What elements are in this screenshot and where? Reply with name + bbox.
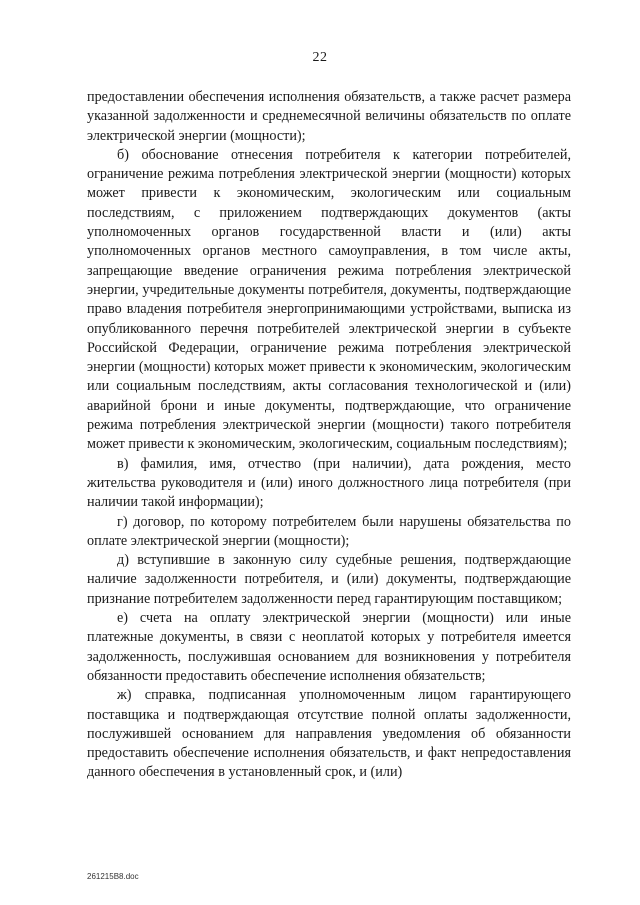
- paragraph-continuation: предоставлении обеспечения исполнения обязательств, а также расчет размера указанной задолженности и среднемесячной величины обязательств по оплате электрической энергии (мощности);: [87, 89, 571, 144]
- paragraph-item-v: в) фамилия, имя, отчество (при наличии), дата рождения, место жительства руководителя и (или) иного должностного лица потребителя (при наличии такой информации);: [87, 455, 571, 511]
- paragraph-item-b: б) обоснование отнесения потребителя к категории потребителей, ограничение режима потребления электрической энергии (мощности) которых может привести к экономическим, экологическим или социальным последствиям, с приложением подтверждающих документов (акты уполномоченных органов государственной власти и (или) акты уполномоченных органов местного самоуправления, в том числе акты, запрещающие введение ограничения режима потребления электрической энергии, учредительные документы потребителя, документы, подтверждающие право владения потребителя энергопринимающими устройствами, выписка из опубликованного перечня потребителей электрической энергии в субъекте Российской Федерации, ограничение режима потребления электрической энергии (мощности) которых может привести к экономическим, экологическим или социальным последствиям, акты согласования технологической и (или) аварийной брони и иные документы, подтверждающие, что ограничение режима потребления электрической энергии (мощности) такого потребителя может привести к экономическим, экологическим, социальным последствиям);: [87, 146, 571, 453]
- footer-filename: 261215B8.doc: [87, 872, 139, 881]
- paragraph-item-d: д) вступившие в законную силу судебные решения, подтверждающие наличие задолженности потребителя, и (или) документы, подтверждающие признание потребителем задолженности перед гарантирующим поставщиком;: [87, 552, 571, 607]
- paragraph-item-g: г) договор, по которому потребителем были нарушены обязательства по оплате электрической энергии (мощности);: [87, 513, 571, 549]
- paragraph-item-zh: ж) справка, подписанная уполномоченным лицом гарантирующего поставщика и подтверждающая отсутствие полной оплаты задолженности, послужившей основанием для направления уведомления об обязанности предоставить обеспечение исполнения обязательств, и факт непредоставления данного обеспечения в установленный срок, и (или): [87, 687, 571, 781]
- document-body: [87, 88, 571, 783]
- paragraph-item-e: е) счета на оплату электрической энергии (мощности) или иные платежные документы, в связи с неоплатой которых у потребителя имеется задолженность, послужившая основанием для возникновения у потребителя обязанности предоставить обеспечение исполнения обязательств;: [87, 610, 571, 684]
- page-number: 22: [312, 50, 328, 65]
